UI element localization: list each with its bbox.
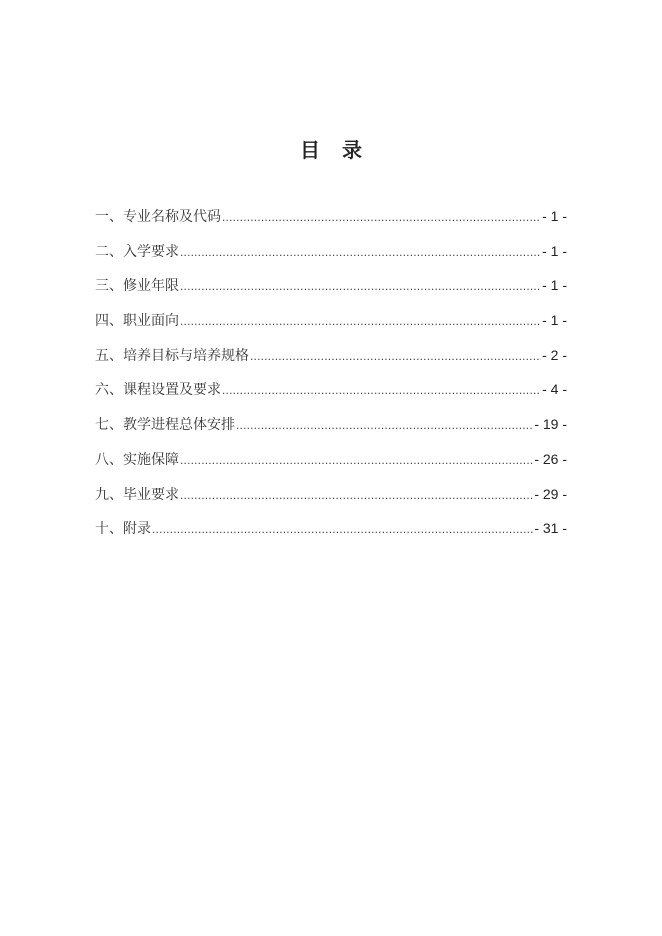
toc-entry-label: 一、专业名称及代码	[95, 209, 221, 225]
title-part-2: 录	[342, 138, 362, 162]
toc-entry-label: 六、课程设置及要求	[95, 382, 221, 399]
dot-leader	[180, 279, 541, 293]
table-of-contents	[95, 206, 567, 553]
toc-entry-label: 五、培养目标与培养规格	[95, 347, 249, 364]
toc-entry-page-number: - 31 -	[534, 520, 567, 537]
toc-entry-page-number: - 1 -	[542, 208, 567, 224]
toc-entry[interactable]	[95, 275, 567, 310]
dot-leader	[152, 522, 533, 536]
page-title	[0, 134, 662, 163]
dot-leader	[180, 314, 541, 328]
toc-entry[interactable]	[95, 206, 567, 241]
toc-entry-page-number: - 2 -	[542, 346, 567, 363]
dot-leader	[180, 453, 533, 467]
toc-entry[interactable]	[95, 518, 567, 553]
toc-entry[interactable]	[95, 310, 567, 345]
toc-entry-page-number: - 19 -	[534, 416, 567, 433]
toc-entry[interactable]	[95, 345, 567, 380]
toc-entry-label: 九、毕业要求	[95, 486, 179, 503]
toc-entry-label: 十、附录	[95, 521, 151, 538]
toc-entry-page-number: - 29 -	[534, 485, 567, 502]
toc-entry-page-number: - 4 -	[542, 381, 567, 398]
dot-leader	[222, 383, 541, 397]
dot-leader	[180, 245, 541, 259]
toc-entry[interactable]	[95, 449, 567, 484]
toc-entry-page-number: - 1 -	[542, 312, 567, 329]
toc-entry-label: 八、实施保障	[95, 451, 179, 468]
toc-entry[interactable]	[95, 414, 567, 449]
toc-entry-label: 二、入学要求	[95, 243, 179, 260]
toc-entry-page-number: - 1 -	[542, 242, 567, 259]
dot-leader	[180, 488, 533, 502]
title-part-1: 目	[300, 138, 320, 162]
toc-entry-page-number: - 26 -	[534, 450, 567, 467]
toc-entry[interactable]	[95, 379, 567, 414]
dot-leader	[250, 349, 541, 363]
toc-entry[interactable]	[95, 241, 567, 276]
toc-entry-label: 四、职业面向	[95, 313, 179, 330]
toc-entry-label: 三、修业年限	[95, 278, 179, 295]
dot-leader	[236, 418, 533, 432]
toc-entry[interactable]	[95, 484, 567, 519]
toc-entry-page-number: - 1 -	[542, 277, 567, 294]
dot-leader	[222, 210, 541, 224]
toc-entry-label: 七、教学进程总体安排	[95, 417, 235, 434]
